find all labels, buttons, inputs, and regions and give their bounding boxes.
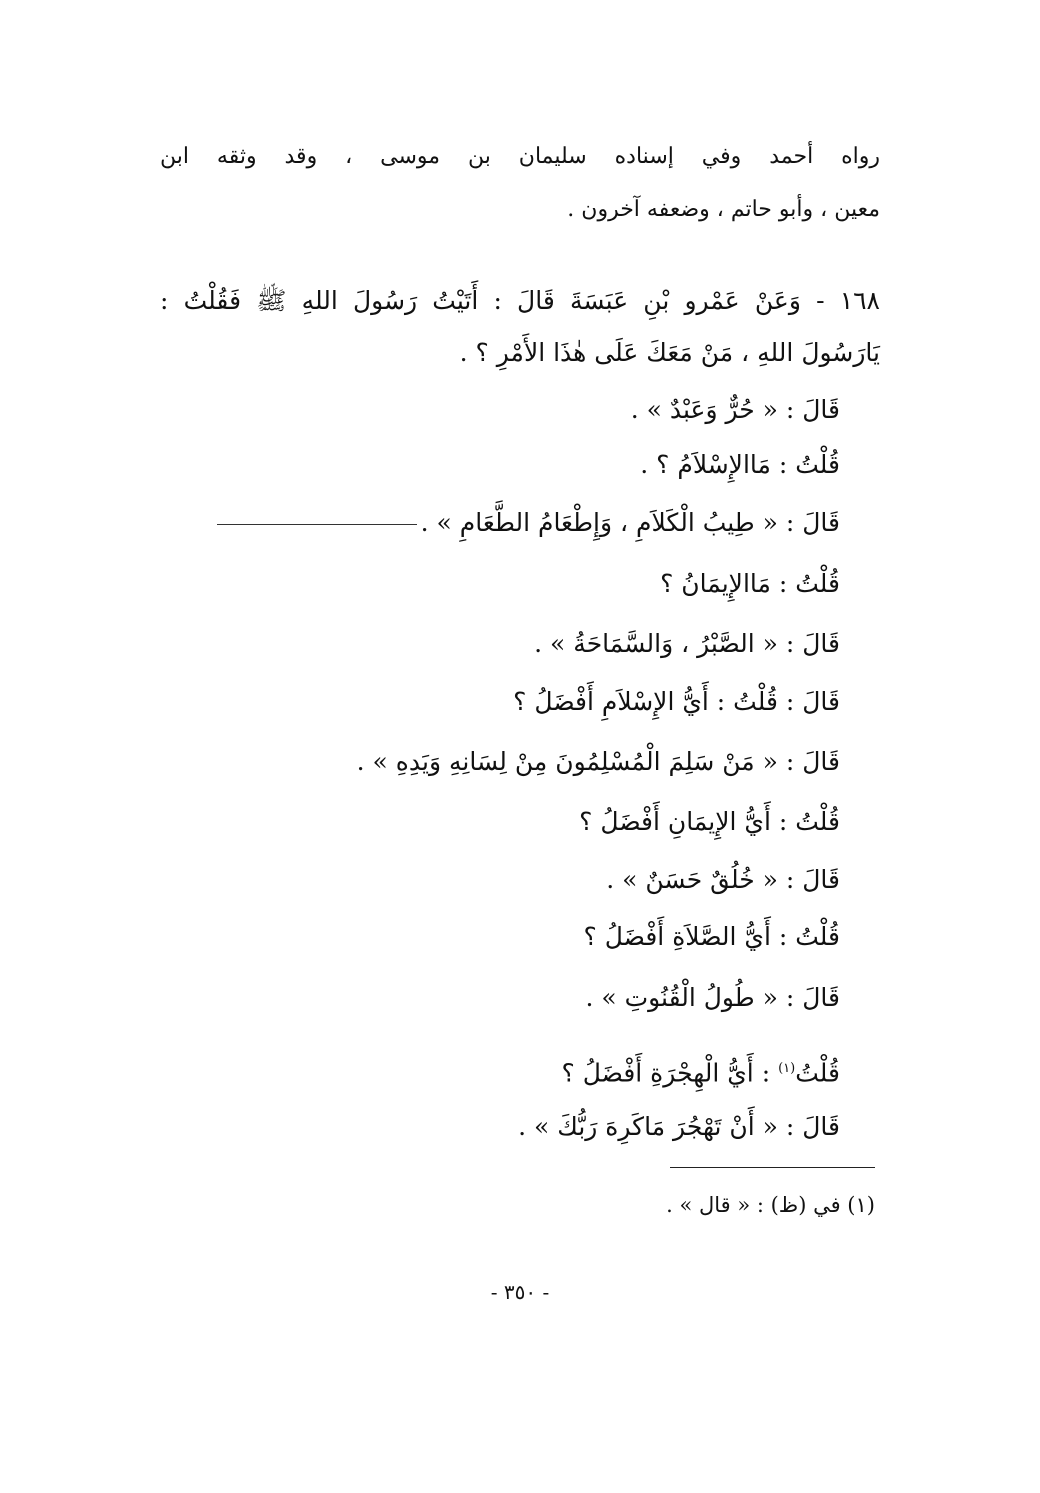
hadith-line-1: ١٦٨ - وَعَنْ عَمْرو بْنِ عَبَسَةَ قَالَ : أَتَيْتُ رَسُولَ اللهِ ﷺ فَقُلْتُ : — [160, 286, 880, 315]
main-text — [160, 0, 880, 1160]
dialogue-line-3 — [217, 506, 840, 540]
dialogue-line-11: قَالَ : « طُولُ الْقُنُوتِ » . — [585, 983, 840, 1012]
footnote-ref-word: قُلْتُ — [795, 1058, 840, 1088]
intro-line-2: معين ، وأبو حاتم ، وضعفه آخرون . — [567, 197, 880, 222]
dialogue-line-4: قُلْتُ : مَاالإِيمَانُ ؟ — [660, 569, 840, 598]
intro-line-1: رواه أحمد وفي إسناده سليمان بن موسى ، وقد وثقه ابن — [160, 144, 880, 169]
dash-rule — [217, 524, 417, 525]
footnote-ref-separator: : — [753, 1058, 779, 1088]
hadith-line-2: يَارَسُولَ اللهِ ، مَنْ مَعَكَ عَلَى هٰذَا الأَمْرِ ؟ . — [459, 338, 880, 367]
page-number: - ٣٥٠ - — [490, 1280, 550, 1304]
dialogue-line-3-text: قَالَ : « طِيبُ الْكَلاَمِ ، وَإِطْعَامُ الطَّعَامِ » . — [420, 508, 840, 537]
dialogue-line-1: قَالَ : « حُرٌّ وَعَبْدٌ » . — [630, 395, 840, 424]
dialogue-line-6: قَالَ : قُلْتُ : أَيُّ الإِسْلاَمِ أَفْضَلُ ؟ — [513, 687, 840, 716]
dialogue-line-12-text: أَيُّ الْهِجْرَةِ أَفْضَلُ ؟ — [561, 1058, 754, 1088]
footnote-separator — [670, 1167, 875, 1168]
dialogue-line-8: قُلْتُ : أَيُّ الإِيمَانِ أَفْضَلُ ؟ — [579, 807, 840, 836]
footnote: (١) في (ظ) : « قال » . — [666, 1193, 875, 1217]
dialogue-line-5: قَالَ : « الصَّبْرُ ، وَالسَّمَاحَةُ » . — [534, 629, 840, 658]
dialogue-line-9: قَالَ : « خُلُقٌ حَسَنٌ » . — [606, 865, 840, 894]
footnote-marker: (١) — [778, 1061, 796, 1076]
dialogue-line-12 — [562, 1052, 841, 1090]
dialogue-line-10: قُلْتُ : أَيُّ الصَّلاَةِ أَفْضَلُ ؟ — [583, 922, 840, 951]
dialogue-line-7: قَالَ : « مَنْ سَلِمَ الْمُسْلِمُونَ مِنْ لِسَانِهِ وَيَدِهِ » . — [356, 747, 840, 776]
dialogue-line-2: قُلْتُ : مَاالإِسْلاَمُ ؟ . — [640, 450, 840, 479]
dialogue-line-13: قَالَ : « أَنْ تَهْجُرَ مَاكَرِهَ رَبُّكَ » . — [518, 1112, 840, 1141]
